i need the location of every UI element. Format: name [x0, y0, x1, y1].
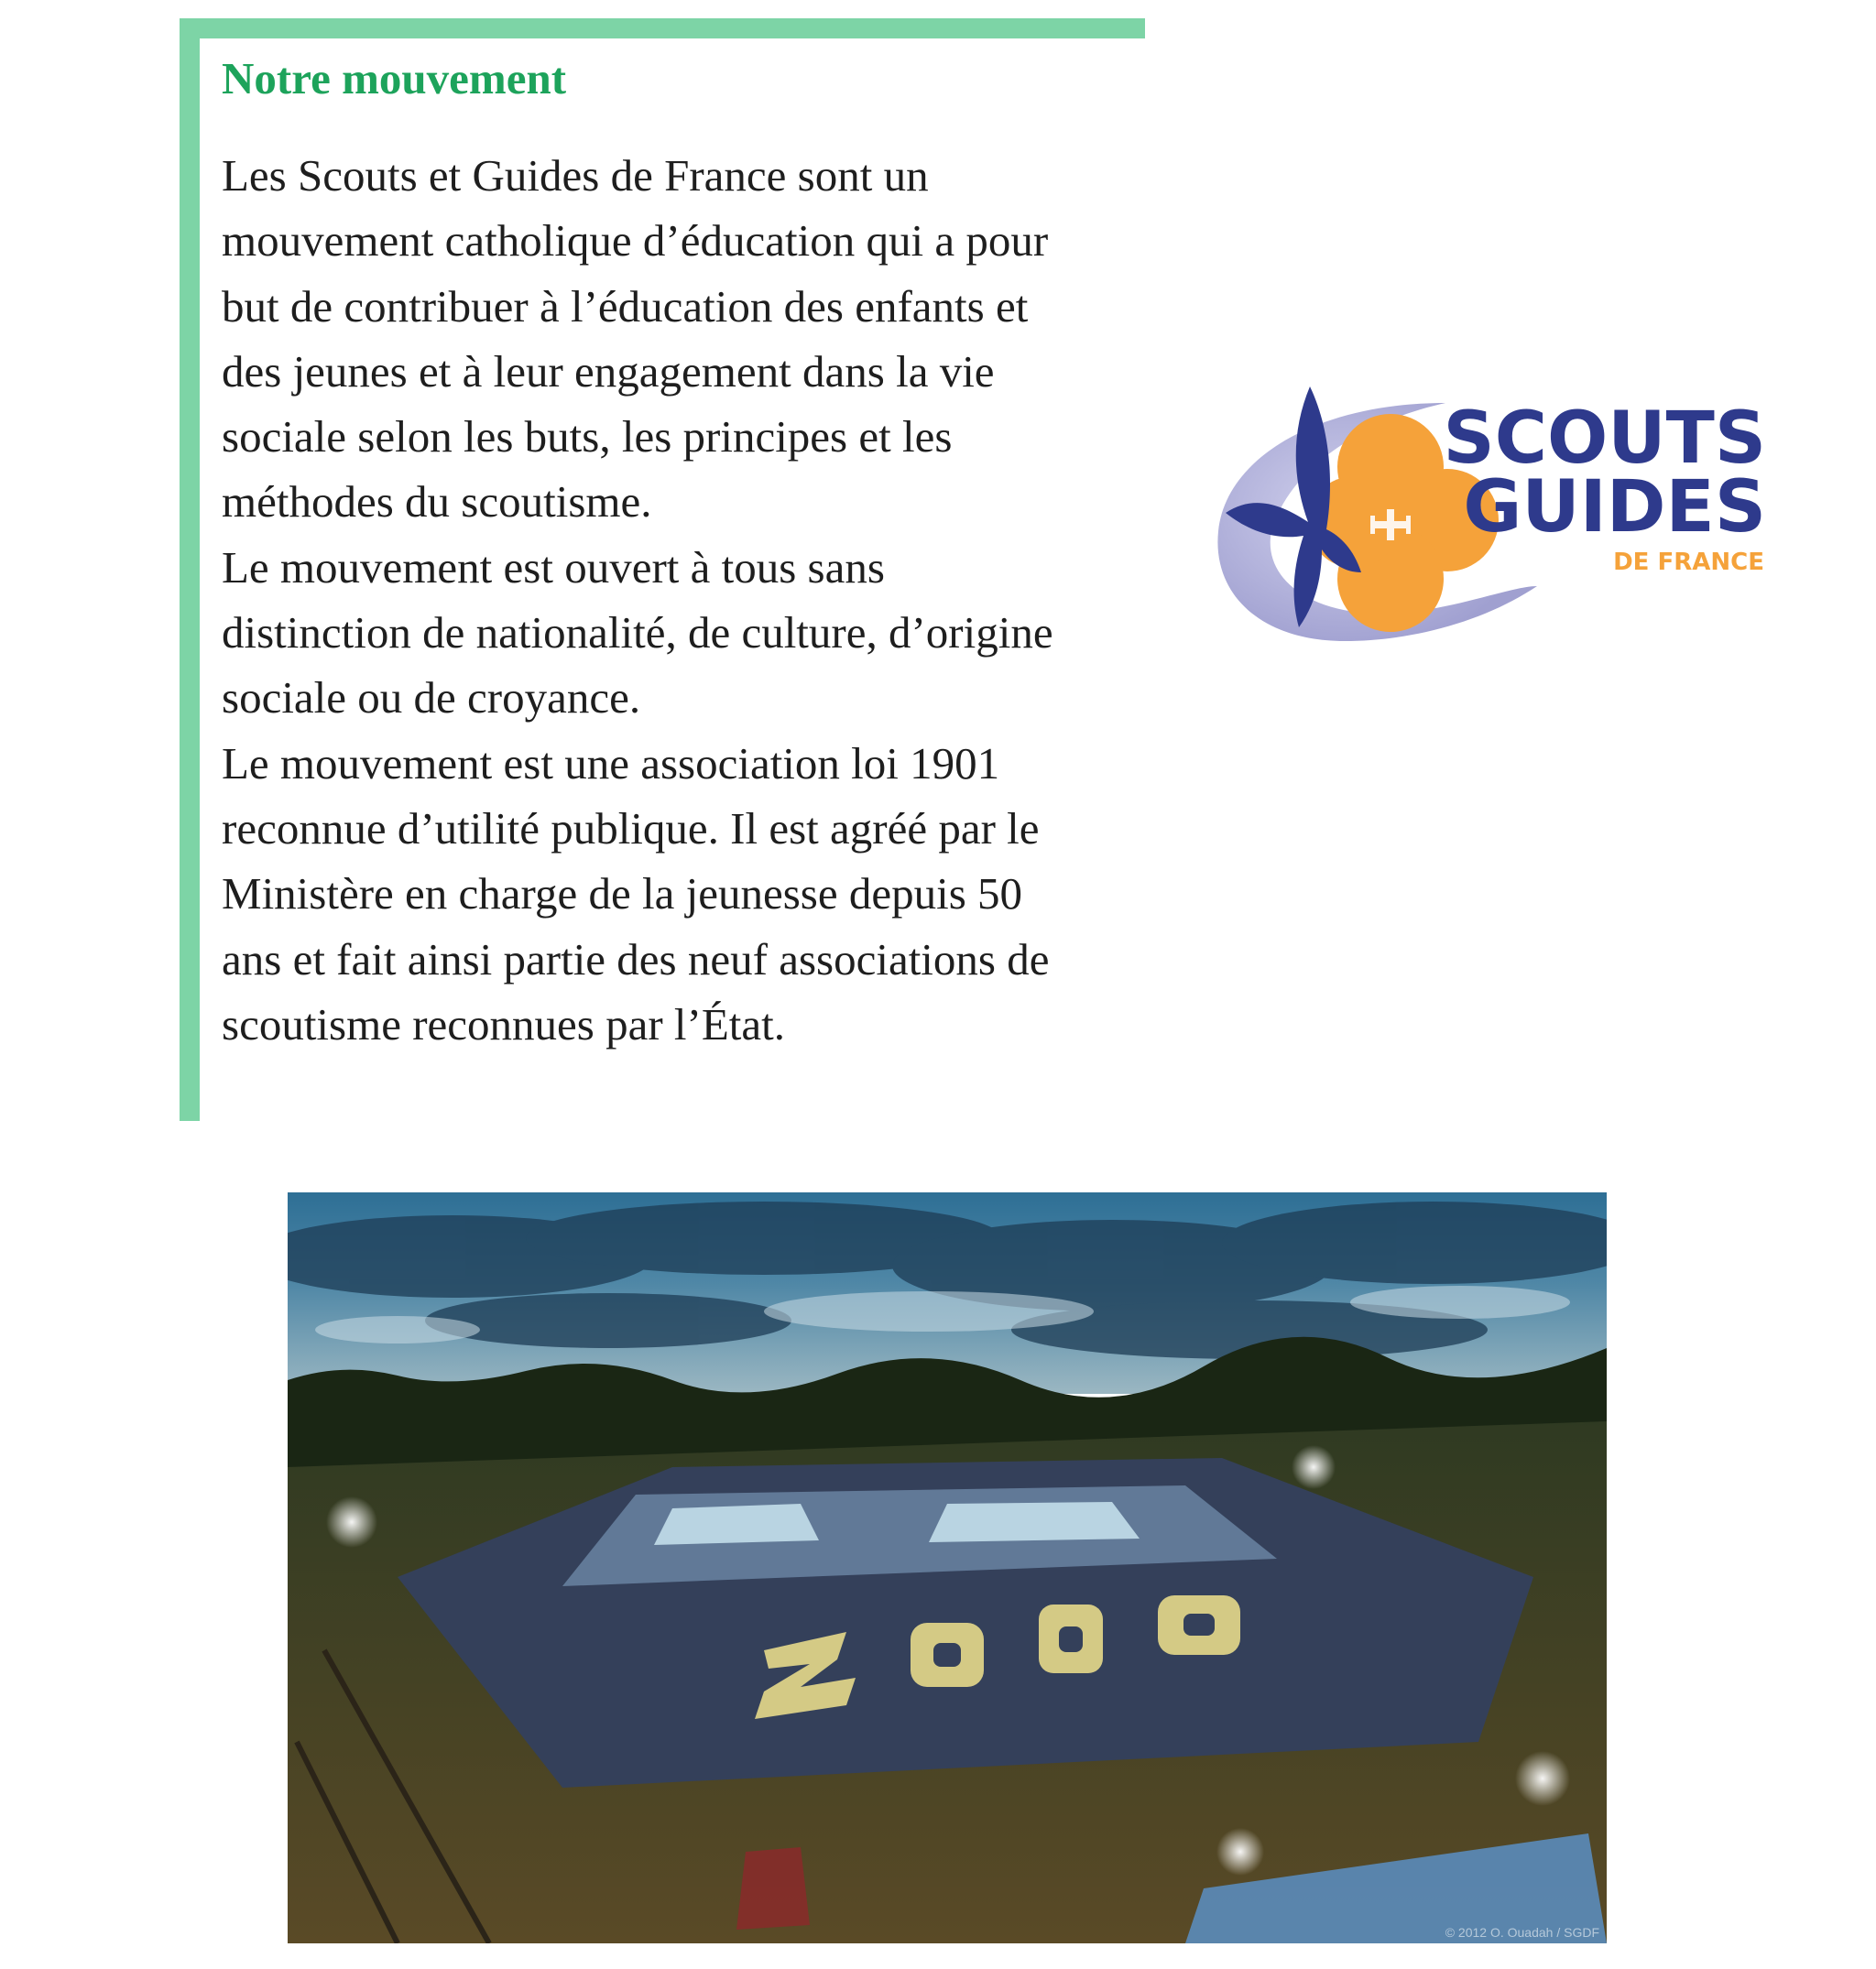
- logo-word-guides: GUIDES: [1463, 466, 1766, 549]
- text-line: distinction de nationalité, de culture, d’origine: [222, 607, 1053, 658]
- text-line: des jeunes et à leur engagement dans la vie: [222, 345, 995, 397]
- text-line: sociale ou de croyance.: [222, 672, 641, 723]
- text-line: scoutisme reconnues par l’État.: [222, 998, 786, 1050]
- text-line: but de contribuer à l’éducation des enfants et: [222, 280, 1029, 332]
- photo-credit: © 2012 O. Ouadah / SGDF: [1445, 1925, 1599, 1940]
- logo-word-de-france: DE FRANCE: [1613, 549, 1764, 576]
- text-line: mouvement catholique d’éducation qui a pour: [222, 215, 1049, 267]
- text-line: ans et fait ainsi partie des neuf associations de: [222, 933, 1050, 984]
- text-line: reconnue d’utilité publique. Il est agréé par le: [222, 802, 1040, 854]
- jamboree-aerial-photo: [288, 1192, 1607, 1943]
- text-line: Le mouvement est une association loi 1901: [222, 737, 1000, 789]
- text-line: méthodes du scoutisme.: [222, 476, 652, 528]
- paragraph-status: [222, 731, 1147, 1057]
- logo-word-scouts: SCOUTS: [1443, 397, 1766, 480]
- section-title: Notre mouvement: [222, 53, 567, 103]
- scouts-guides-logo: [1207, 366, 1775, 659]
- paragraph-openness: [222, 535, 1147, 731]
- text-line: sociale selon les buts, les principes et les: [222, 411, 953, 462]
- paragraph-mission: [222, 143, 1147, 535]
- text-line: Ministère en charge de la jeunesse depuis 50: [222, 868, 1023, 919]
- section-body: [222, 143, 1147, 1057]
- text-line: Les Scouts et Guides de France sont un: [222, 150, 929, 201]
- text-line: Le mouvement est ouvert à tous sans: [222, 541, 885, 593]
